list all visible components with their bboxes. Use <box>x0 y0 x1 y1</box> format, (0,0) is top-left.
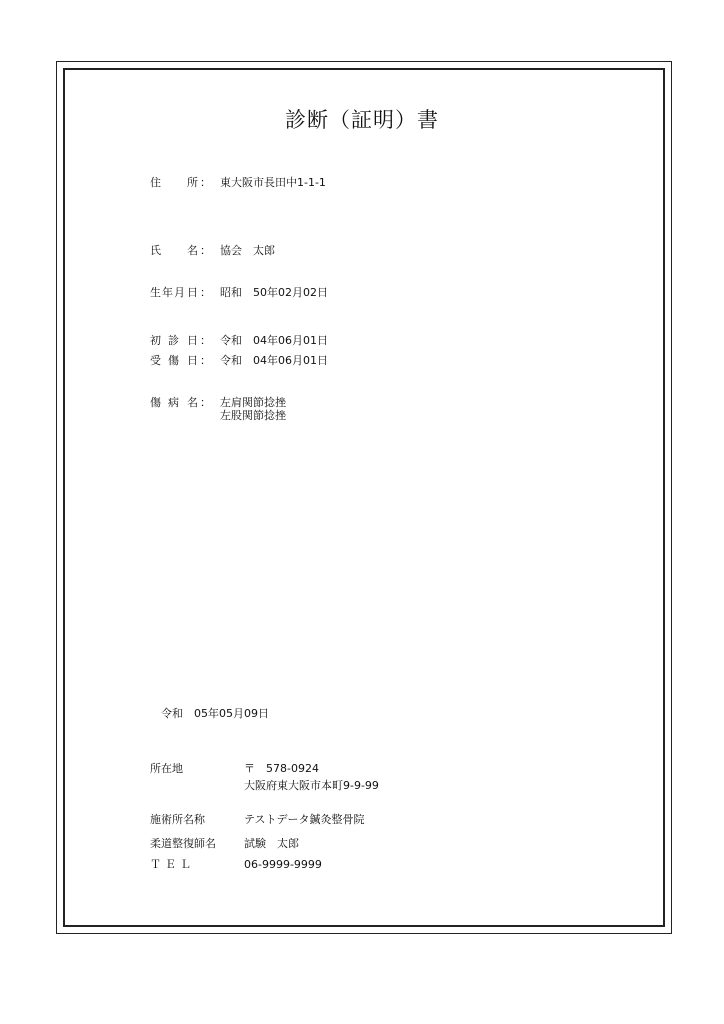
birthdate-label-1: 生 <box>150 286 161 299</box>
colon: ： <box>200 244 211 257</box>
facility-name: テストデータ鍼灸整骨院 <box>244 813 365 826</box>
diagnosis-value-2: 左股関節捻挫 <box>220 409 286 422</box>
location-label: 所在地 <box>150 762 183 775</box>
birthdate-label-4: 日 <box>187 286 198 299</box>
postal-code: 〒 578-0924 <box>244 762 319 775</box>
practitioner-label: 柔道整復師名 <box>150 837 216 850</box>
clinic-address: 大阪府東大阪市本町9-9-99 <box>244 779 379 792</box>
birthdate-label-2: 年 <box>162 286 173 299</box>
first-visit-label-1: 初 <box>150 334 161 347</box>
first-visit-value: 令和 04年06月01日 <box>220 334 328 347</box>
diagnosis-label-2: 病 <box>168 396 179 409</box>
injury-date-value: 令和 04年06月01日 <box>220 354 328 367</box>
address-label-2: 所 <box>187 176 198 189</box>
first-visit-label-2: 診 <box>168 334 179 347</box>
diagnosis-value-1: 左肩関節捻挫 <box>220 396 286 409</box>
first-visit-label-3: 日 <box>187 334 198 347</box>
injury-date-label-1: 受 <box>150 354 161 367</box>
document-title: 診断（証明）書 <box>285 108 439 132</box>
name-value: 協会 太郎 <box>220 244 275 257</box>
colon: ： <box>200 286 211 299</box>
colon: ： <box>200 334 211 347</box>
diagnosis-label-1: 傷 <box>150 396 161 409</box>
injury-date-label-2: 傷 <box>168 354 179 367</box>
tel-number: 06-9999-9999 <box>244 858 322 871</box>
colon: ： <box>200 396 211 409</box>
address-label-1: 住 <box>150 176 161 189</box>
diagnosis-label-3: 名 <box>187 396 198 409</box>
injury-date-label-3: 日 <box>187 354 198 367</box>
tel-label: ＴＥＬ <box>150 858 195 871</box>
birthdate-value: 昭和 50年02月02日 <box>220 286 328 299</box>
name-label-1: 氏 <box>150 244 161 257</box>
colon: ： <box>200 354 211 367</box>
practitioner-name: 試験 太郎 <box>244 837 299 850</box>
colon: ： <box>200 176 211 189</box>
birthdate-label-3: 月 <box>174 286 185 299</box>
facility-label: 施術所名称 <box>150 813 205 826</box>
address-value: 東大阪市長田中1-1-1 <box>220 176 326 189</box>
name-label-2: 名 <box>187 244 198 257</box>
inner-border <box>63 68 665 927</box>
issue-date: 令和 05年05月09日 <box>161 707 269 720</box>
